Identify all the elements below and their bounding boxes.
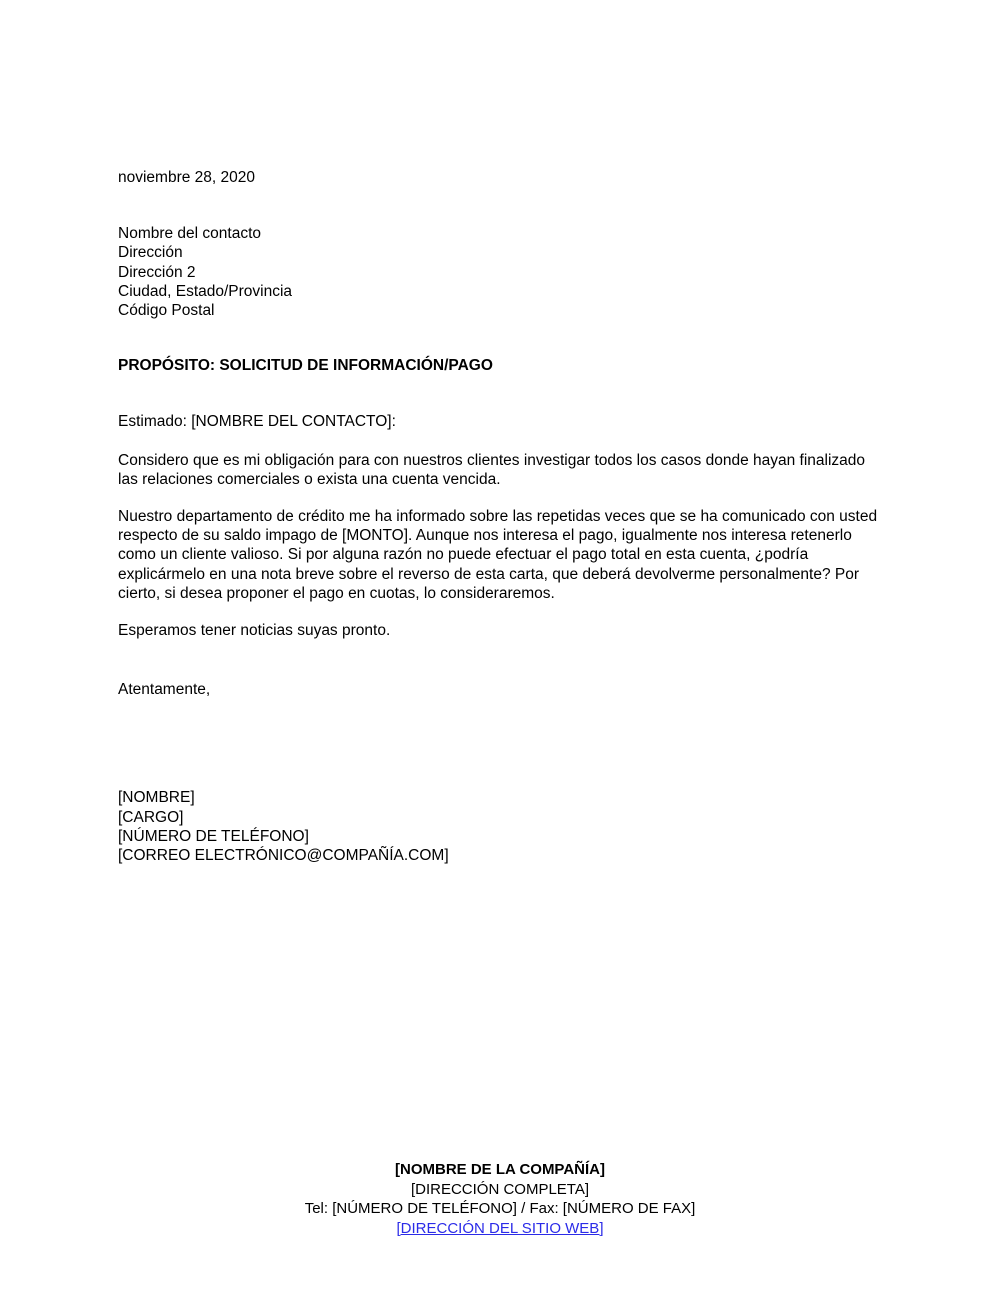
signature-title: [CARGO] [118,808,184,826]
recipient-line-contact-name: Nombre del contacto [118,225,262,243]
footer-website-link[interactable]: [DIRECCIÓN DEL SITIO WEB] [396,1219,604,1237]
company-footer [0,1160,1000,1238]
recipient-line-address1: Dirección [118,244,183,262]
recipient-line-city-state: Ciudad, Estado/Provincia [118,282,293,300]
signature-block [118,788,886,865]
body-paragraph-1: Considero que es mi obligación para con nuestros clientes investigar todos los casos donde hayan finalizado las relaciones comerciales o exista una cuenta vencida. [118,451,866,488]
body-paragraph-2: Nuestro departamento de crédito me ha informado sobre las repetidas veces que se ha comunicado con usted respecto de su saldo impago de [MONTO]. Aunque nos interesa el pago, igualmente nos interesa retenerlo como un cliente valioso. Si por alguna razón no puede efectuar el pago total en esta cuenta, ¿podría explicármelo en una nota breve sobre el reverso de esta carta, que deberá devolverme personalmente? Por cierto, si desea proponer el pago en cuotas, lo consideraremos. [118,508,878,602]
recipient-line-address2: Dirección 2 [118,263,196,281]
recipient-block [118,224,886,320]
signature-name: [NOMBRE] [118,789,195,807]
footer-tel-fax: Tel: [NÚMERO DE TELÉFONO] / Fax: [NÚMERO DE FAX] [304,1200,696,1217]
letter-date: noviembre 28, 2020 [118,169,256,186]
closing-salutation: Atentamente, [118,681,211,699]
recipient-line-postal-code: Código Postal [118,302,215,320]
salutation: Estimado: [NOMBRE DEL CONTACTO]: [118,413,396,431]
signature-email: [CORREO ELECTRÓNICO@COMPAÑÍA.COM] [118,847,449,865]
footer-company-name: [NOMBRE DE LA COMPAÑÍA] [395,1161,605,1178]
letter-content [118,168,886,865]
footer-address: [DIRECCIÓN COMPLETA] [410,1180,590,1198]
subject-line: PROPÓSITO: SOLICITUD DE INFORMACIÓN/PAGO [118,357,493,375]
signature-phone: [NÚMERO DE TELÉFONO] [118,827,309,845]
body-paragraph-3: Esperamos tener noticias suyas pronto. [118,622,391,640]
